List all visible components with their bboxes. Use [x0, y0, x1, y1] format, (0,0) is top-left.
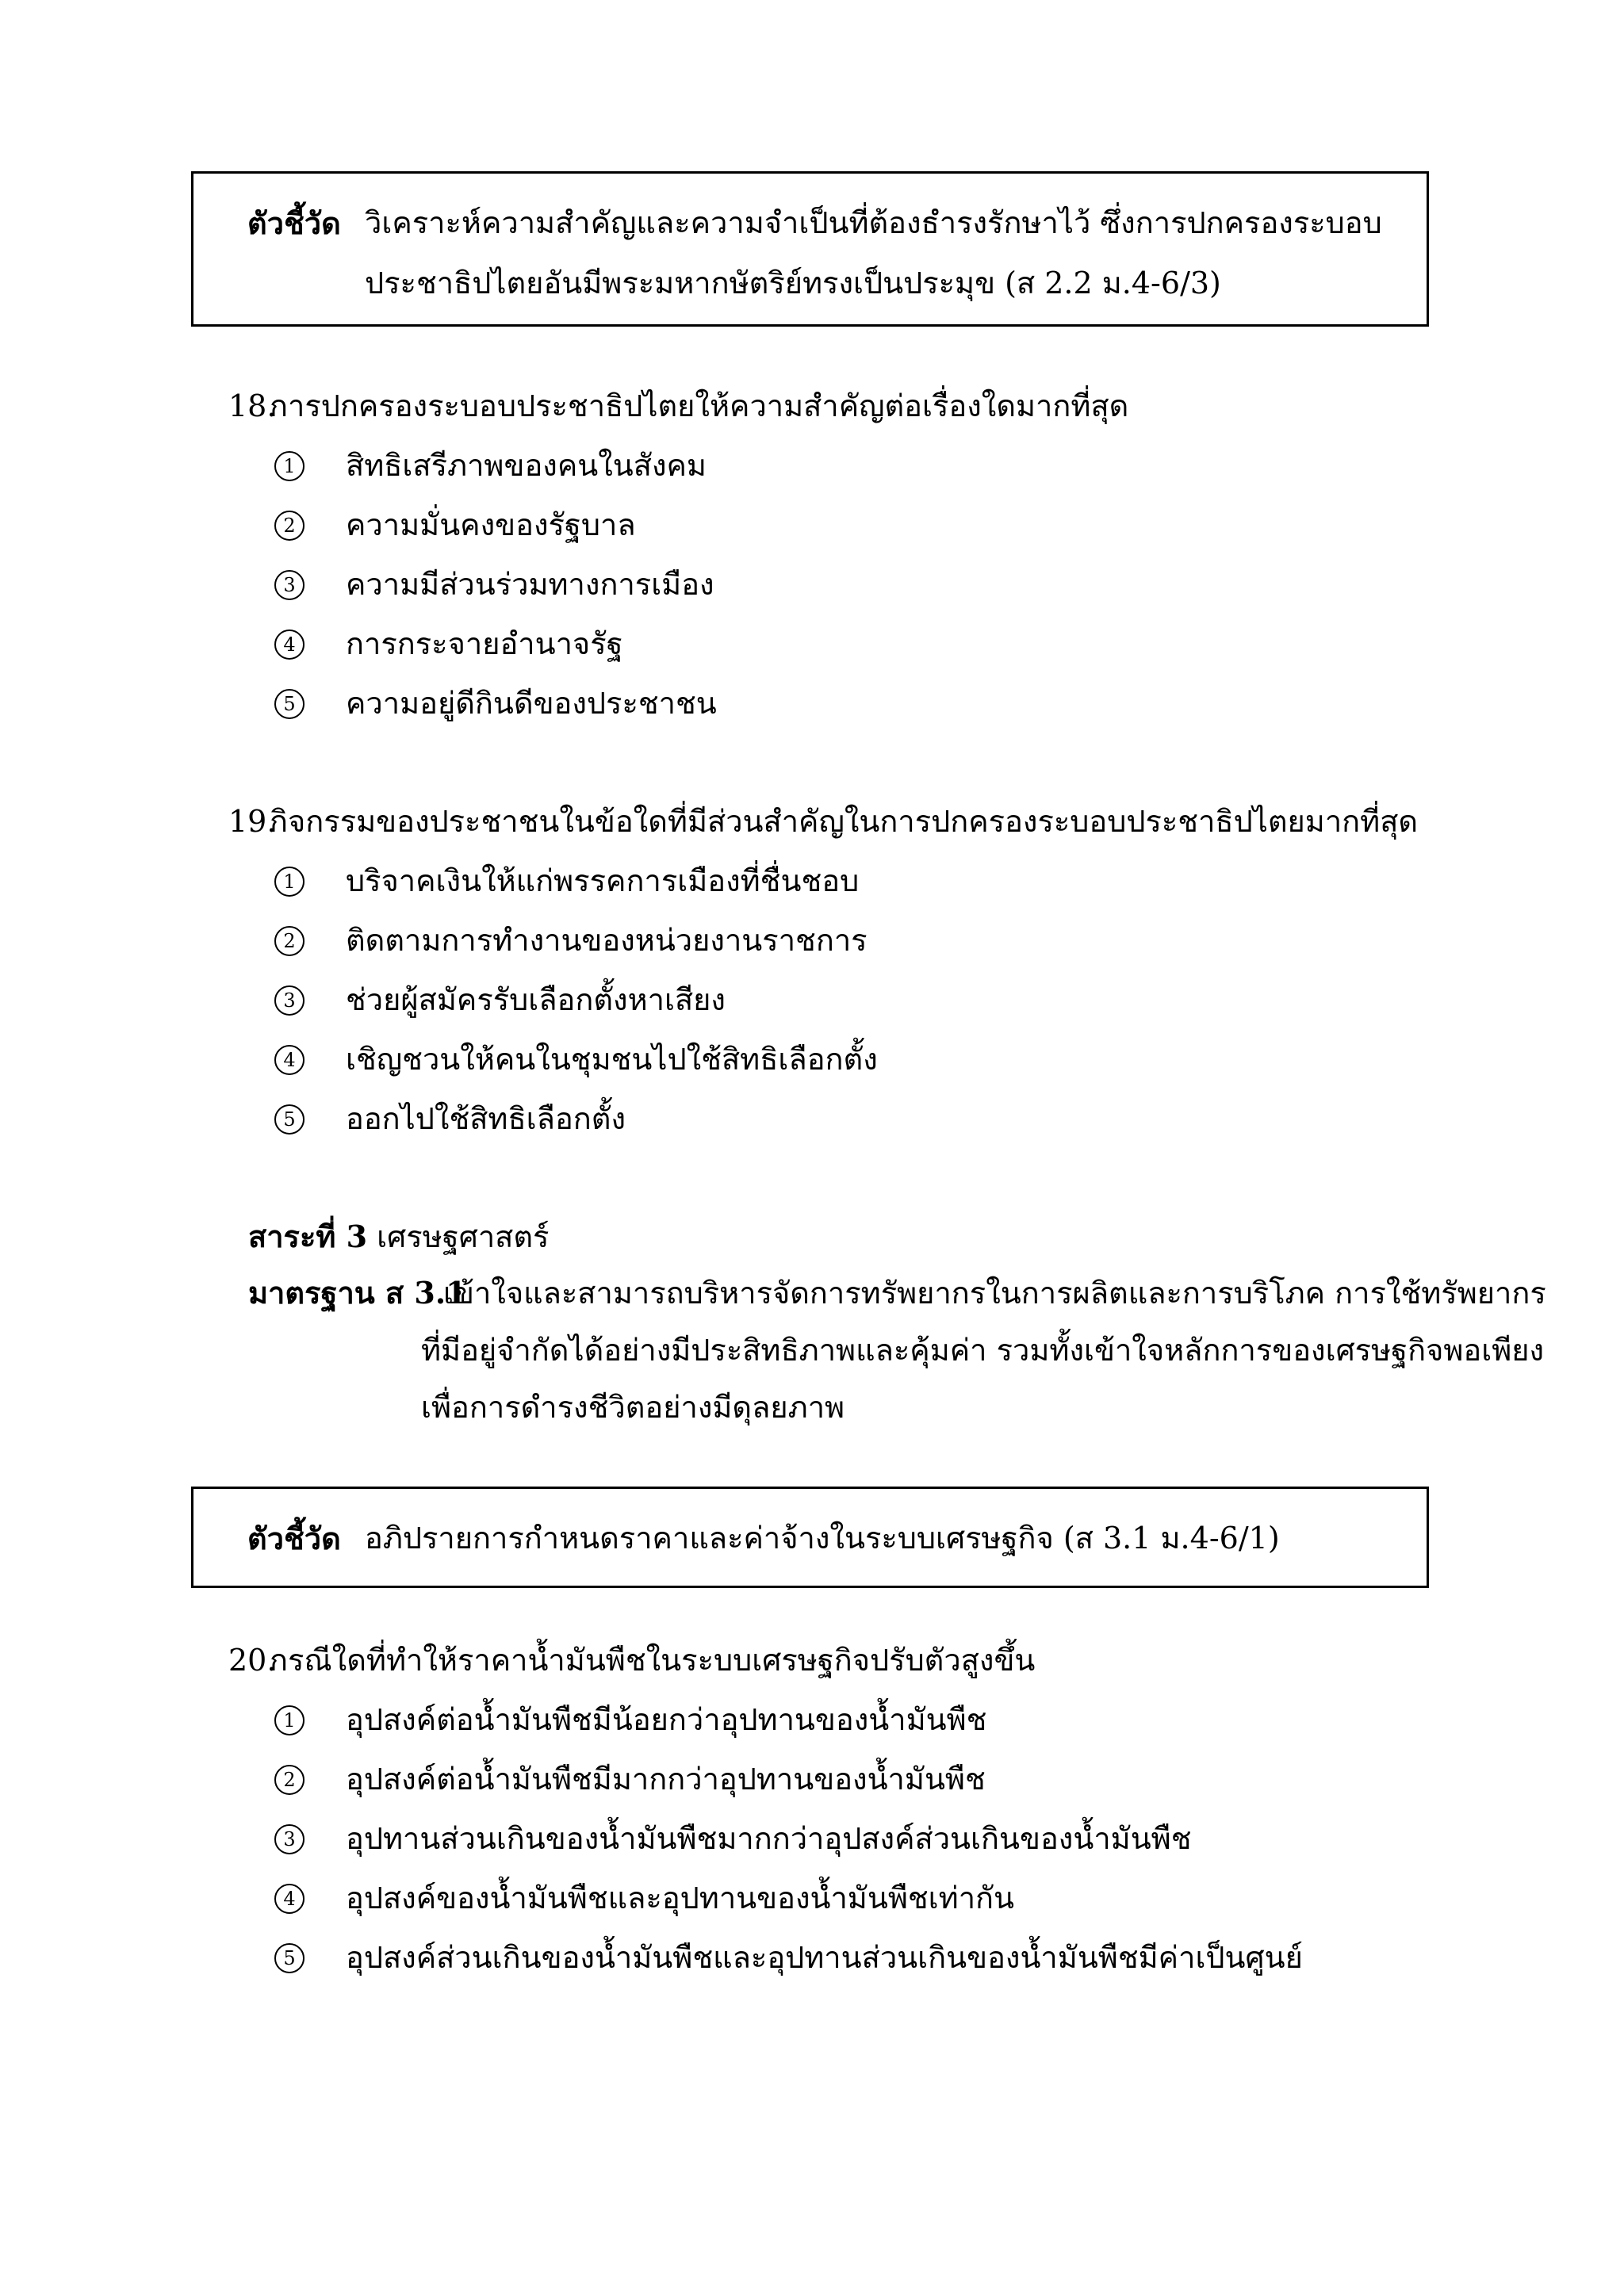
option-marker[interactable]: 2: [274, 1765, 304, 1795]
indicator-text: [365, 193, 1411, 313]
option-text: ติดตามการทำงานของหน่วยงานราชการ: [346, 923, 868, 958]
question-19: [228, 791, 1465, 1149]
question-text: กิจกรรมของประชาชนในข้อใดที่มีส่วนสำคัญในการปกครองระบอบประชาธิปไตยมากที่สุด: [270, 804, 1419, 839]
option-marker[interactable]: 1: [274, 867, 304, 897]
option-text: ความมีส่วนร่วมทางการเมือง: [346, 567, 714, 602]
answer-option[interactable]: [228, 1030, 1465, 1089]
answer-option[interactable]: [228, 851, 1465, 911]
option-marker[interactable]: 1: [274, 451, 304, 481]
option-marker[interactable]: 5: [274, 1943, 304, 1973]
answer-option[interactable]: [228, 1869, 1465, 1928]
indicator-label: ตัวชี้วัด: [247, 205, 341, 241]
option-marker[interactable]: 4: [274, 1884, 304, 1914]
answer-option[interactable]: [228, 1809, 1465, 1869]
option-marker[interactable]: 1: [274, 1705, 304, 1735]
indicator-line: วิเคราะห์ความสำคัญและความจำเป็นที่ต้องธำรงรักษาไว้ ซึ่งการปกครองระบอบ: [365, 205, 1382, 240]
question-text: กรณีใดที่ทำให้ราคาน้ำมันพืชในระบบเศรษฐกิจปรับตัวสูงขึ้น: [270, 1643, 1036, 1678]
option-text: การกระจายอำนาจรัฐ: [346, 626, 623, 661]
option-marker[interactable]: 2: [274, 926, 304, 956]
option-text: อุปสงค์ของน้ำมันพืชและอุปทานของน้ำมันพืชเท่ากัน: [346, 1881, 1015, 1915]
answer-option[interactable]: [228, 1750, 1465, 1809]
indicator-box: [191, 171, 1429, 327]
option-text: ความมั่นคงของรัฐบาล: [346, 507, 636, 542]
option-marker[interactable]: 2: [274, 511, 304, 541]
strand-label: สาระที่ 3: [248, 1219, 368, 1254]
option-marker[interactable]: 4: [274, 1045, 304, 1075]
question-number: 20.: [228, 1643, 277, 1678]
question-stem: [228, 791, 1465, 851]
answer-option[interactable]: [228, 674, 1465, 733]
answer-option[interactable]: [228, 436, 1465, 496]
indicator-line: อภิปรายการกำหนดราคาและค่าจ้างในระบบเศรษฐกิจ (ส 3.1 ม.4-6/1): [365, 1521, 1280, 1556]
indicator-text: [365, 1508, 1411, 1568]
answer-option[interactable]: [228, 1690, 1465, 1750]
option-text: ความอยู่ดีกินดีของประชาชน: [346, 686, 717, 721]
option-marker[interactable]: 5: [274, 689, 304, 719]
question-20: [228, 1630, 1465, 1988]
option-text: อุปทานส่วนเกินของน้ำมันพืชมากกว่าอุปสงค์ส่วนเกินของน้ำมันพืช: [346, 1821, 1192, 1856]
option-marker[interactable]: 3: [274, 1824, 304, 1854]
question-18: [228, 376, 1465, 733]
question-text: การปกครองระบอบประชาธิปไตยให้ความสำคัญต่อเรื่องใดมากที่สุด: [270, 388, 1129, 423]
answer-option[interactable]: [228, 1928, 1465, 1988]
indicator-box: [191, 1487, 1429, 1588]
standard-line: ที่มีอยู่จำกัดได้อย่างมีประสิทธิภาพและคุ้มค่า รวมทั้งเข้าใจหลักการของเศรษฐกิจพอเพียง: [421, 1333, 1545, 1368]
option-text: อุปสงค์ต่อน้ำมันพืชมีมากกว่าอุปทานของน้ำมันพืช: [346, 1762, 986, 1797]
option-text: บริจาคเงินให้แก่พรรคการเมืองที่ชื่นชอบ: [346, 863, 860, 898]
strand-heading: [248, 1208, 1485, 1265]
option-text: อุปสงค์ส่วนเกินของน้ำมันพืชและอุปทานส่วนเกินของน้ำมันพืชมีค่าเป็นศูนย์: [346, 1940, 1303, 1975]
answer-option[interactable]: [228, 555, 1465, 614]
option-text: ออกไปใช้สิทธิเลือกตั้ง: [346, 1101, 626, 1136]
question-number: 19.: [228, 804, 277, 839]
option-marker[interactable]: 3: [274, 570, 304, 600]
question-number: 18.: [228, 388, 277, 423]
option-text: อุปสงค์ต่อน้ำมันพืชมีน้อยกว่าอุปทานของน้ำมันพืช: [346, 1702, 987, 1737]
option-marker[interactable]: 3: [274, 985, 304, 1016]
indicator-line: ประชาธิปไตยอันมีพระมหากษัตริย์ทรงเป็นประมุข (ส 2.2 ม.4-6/3): [365, 266, 1221, 300]
question-stem: [228, 376, 1465, 436]
answer-option[interactable]: [228, 614, 1465, 674]
answer-option[interactable]: [228, 970, 1465, 1030]
standard-label: มาตรฐาน ส 3.1: [248, 1275, 467, 1311]
indicator-label: ตัวชี้วัด: [247, 1521, 341, 1556]
standard-line: เพื่อการดำรงชีวิตอย่างมีดุลยภาพ: [421, 1390, 845, 1425]
option-marker[interactable]: 5: [274, 1104, 304, 1135]
question-stem: [228, 1630, 1465, 1690]
answer-option[interactable]: [228, 911, 1465, 970]
option-text: เชิญชวนให้คนในชุมชนไปใช้สิทธิเลือกตั้ง: [346, 1042, 878, 1077]
option-text: ช่วยผู้สมัครรับเลือกตั้งหาเสียง: [346, 982, 726, 1017]
answer-option[interactable]: [228, 1089, 1465, 1149]
standard-line: เข้าใจและสามารถบริหารจัดการทรัพยากรในการผลิตและการบริโภค การใช้ทรัพยากร: [443, 1276, 1546, 1311]
option-marker[interactable]: 4: [274, 629, 304, 660]
strand-title: เศรษฐศาสตร์: [377, 1219, 550, 1254]
option-text: สิทธิเสรีภาพของคนในสังคม: [346, 448, 707, 483]
answer-option[interactable]: [228, 496, 1465, 555]
